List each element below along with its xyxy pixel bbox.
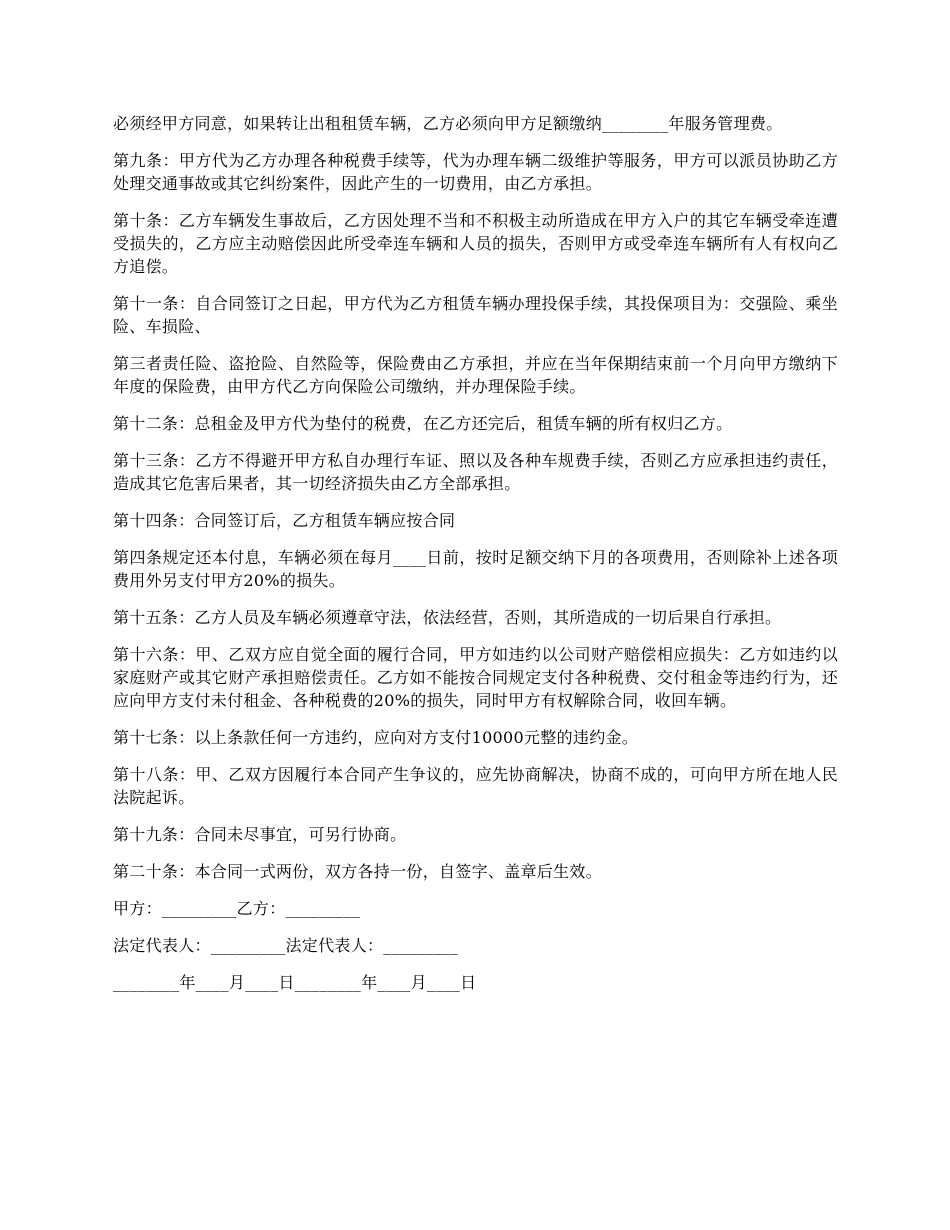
clause-15: 第十五条：乙方人员及车辆必须遵章守法，依法经营，否则，其所造成的一切后果自行承担。 xyxy=(113,608,782,627)
clause-continuation: 必须经甲方同意，如果转让出租租赁车辆，乙方必须向甲方足额缴纳________年服务管理费。 xyxy=(113,114,783,133)
clause-11: 第十一条：自合同签订之日起，甲方代为乙方租赁车辆办理投保手续，其投保项目为：交强险、乘坐险、车损险、 xyxy=(113,294,838,336)
clause-17: 第十七条：以上条款任何一方违约，应向对方支付10000元整的违约金。 xyxy=(113,728,639,747)
signature-parties: 甲方：_________乙方：_________ xyxy=(113,899,361,918)
signature-dates: ________年____月____日________年____月____日 xyxy=(113,973,477,992)
clause-20: 第二十条：本合同一式两份，双方各持一份，自签字、盖章后生效。 xyxy=(113,862,603,881)
clause-14: 第十四条：合同签订后，乙方租赁车辆应按合同 xyxy=(113,511,456,530)
clause-13: 第十三条：乙方不得避开甲方私自办理行车证、照以及各种车规费手续，否则乙方应承担违约责任，造成其它危害后果者，其一切经济损失由乙方全部承担。 xyxy=(113,451,838,493)
clause-14-continued: 第四条规定还本付息，车辆必须在每月____日前，按时足额交纳下月的各项费用，否则除补上述各项费用外另支付甲方20%的损失。 xyxy=(113,548,838,590)
clause-18: 第十八条：甲、乙双方因履行本合同产生争议的，应先协商解决，协商不成的，可向甲方所在地人民法院起诉。 xyxy=(113,765,838,807)
clause-12: 第十二条：总租金及甲方代为垫付的税费，在乙方还完后，租赁车辆的所有权归乙方。 xyxy=(113,414,733,433)
clause-10: 第十条：乙方车辆发生事故后，乙方因处理不当和不积极主动所造成在甲方入户的其它车辆受牵连遭受损失的，乙方应主动赔偿因此所受牵连车辆和人员的损失，否则甲方或受牵连车辆所有人有权向乙方追偿。 xyxy=(113,211,838,276)
clause-9: 第九条：甲方代为乙方办理各种税费手续等，代为办理车辆二级维护等服务，甲方可以派员协助乙方处理交通事故或其它纠纷案件，因此产生的一切费用，由乙方承担。 xyxy=(113,151,838,193)
clause-11-continued: 第三者责任险、盗抢险、自然险等，保险费由乙方承担，并应在当年保期结束前一个月向甲方缴纳下年度的保险费，由甲方代乙方向保险公司缴纳，并办理保险手续。 xyxy=(113,354,838,396)
clause-16: 第十六条：甲、乙双方应自觉全面的履行合同，甲方如违约以公司财产赔偿相应损失：乙方如违约以家庭财产或其它财产承担赔偿责任。乙方如不能按合同规定支付各种税费、交付租金等违约行为，还应向甲方支付未付租金、各种税费的20%的损失，同时甲方有权解除合同，收回车辆。 xyxy=(113,645,838,710)
signature-representatives: 法定代表人：_________法定代表人：_________ xyxy=(113,936,458,955)
clause-19: 第十九条：合同未尽事宜，可另行协商。 xyxy=(113,825,407,844)
